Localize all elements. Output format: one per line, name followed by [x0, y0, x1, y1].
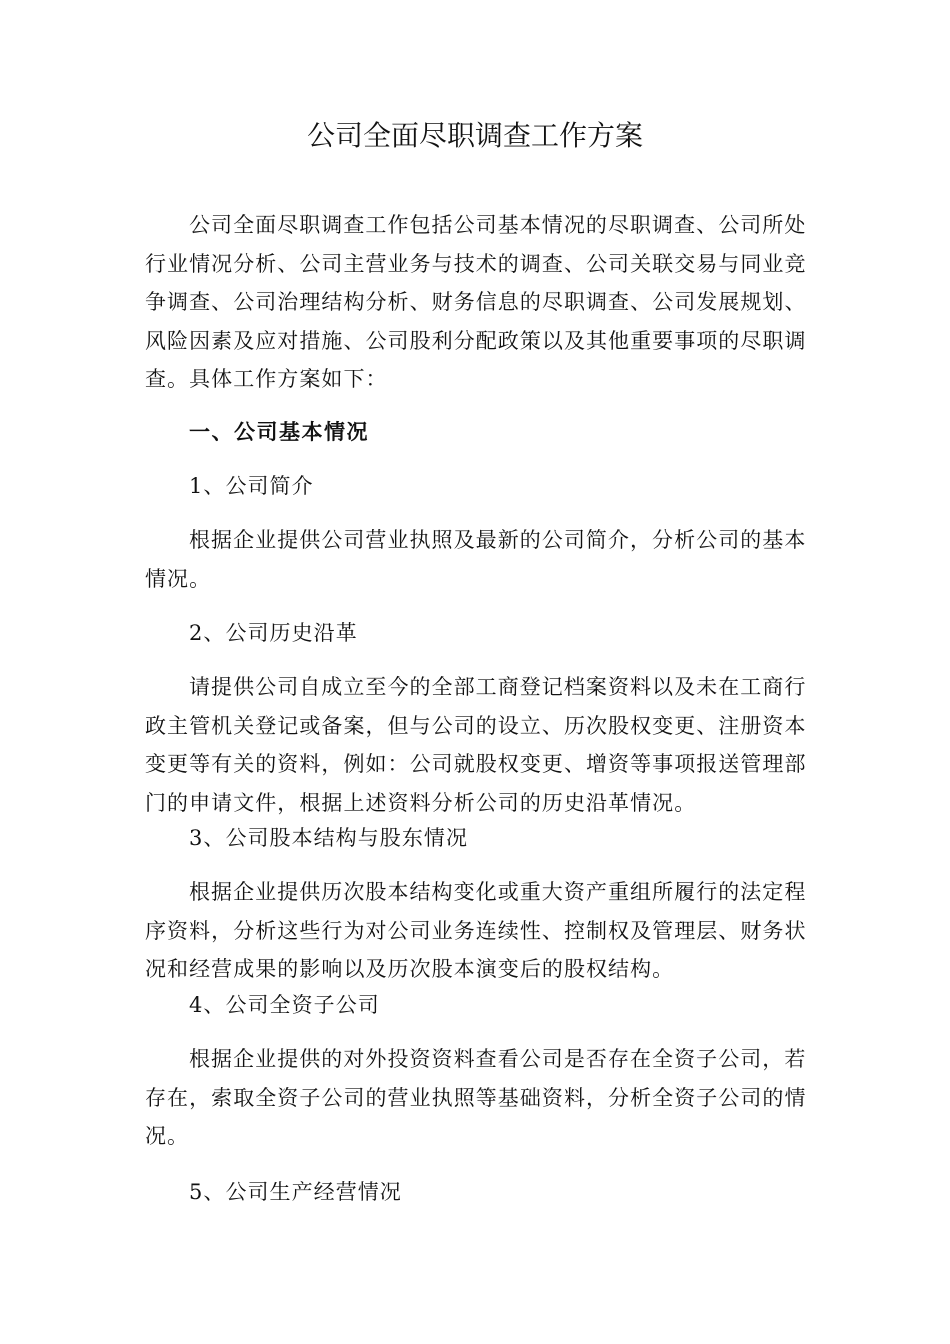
item-heading-operations: 5、公司生产经营情况 — [189, 1180, 402, 1204]
item-heading-equity-structure: 3、公司股本结构与股东情况 — [189, 826, 469, 850]
document-title: 公司全面尽职调查工作方案 — [306, 119, 643, 152]
item-body-equity-structure: 根据企业提供历次股本结构变化或重大资产重组所履行的法定程序资料，分析这些行为对公司业务连续性、控制权及管理层、财务状况和经营成果的影响以及历次股本演变后的股权结构。 — [145, 880, 807, 982]
item-heading-company-profile: 1、公司简介 — [189, 474, 314, 498]
item-body-company-profile: 根据企业提供公司营业执照及最新的公司简介，分析公司的基本情况。 — [145, 528, 807, 591]
item-heading-subsidiaries: 4、公司全资子公司 — [189, 993, 380, 1017]
item-body-subsidiaries: 根据企业提供的对外投资资料查看公司是否存在全资子公司，若存在，索取全资子公司的营业执照等基础资料，分析全资子公司的情况。 — [145, 1047, 807, 1149]
section-heading-basic-info: 一、公司基本情况 — [189, 419, 369, 444]
item-body-history: 请提供公司自成立至今的全部工商登记档案资料以及未在工商行政主管机关登记或备案，但与公司的设立、历次股权变更、注册资本变更等有关的资料，例如：公司就股权变更、增资等事项报送管理部门的申请文件，根据上述资料分析公司的历史沿革情况。 — [145, 675, 807, 815]
item-heading-history: 2、公司历史沿革 — [189, 621, 358, 645]
intro-paragraph: 公司全面尽职调查工作包括公司基本情况的尽职调查、公司所处行业情况分析、公司主营业务与技术的调查、公司关联交易与同业竞争调查、公司治理结构分析、财务信息的尽职调查、公司发展规划、风险因素及应对措施、公司股利分配政策以及其他重要事项的尽职调查。具体工作方案如下： — [145, 213, 807, 392]
